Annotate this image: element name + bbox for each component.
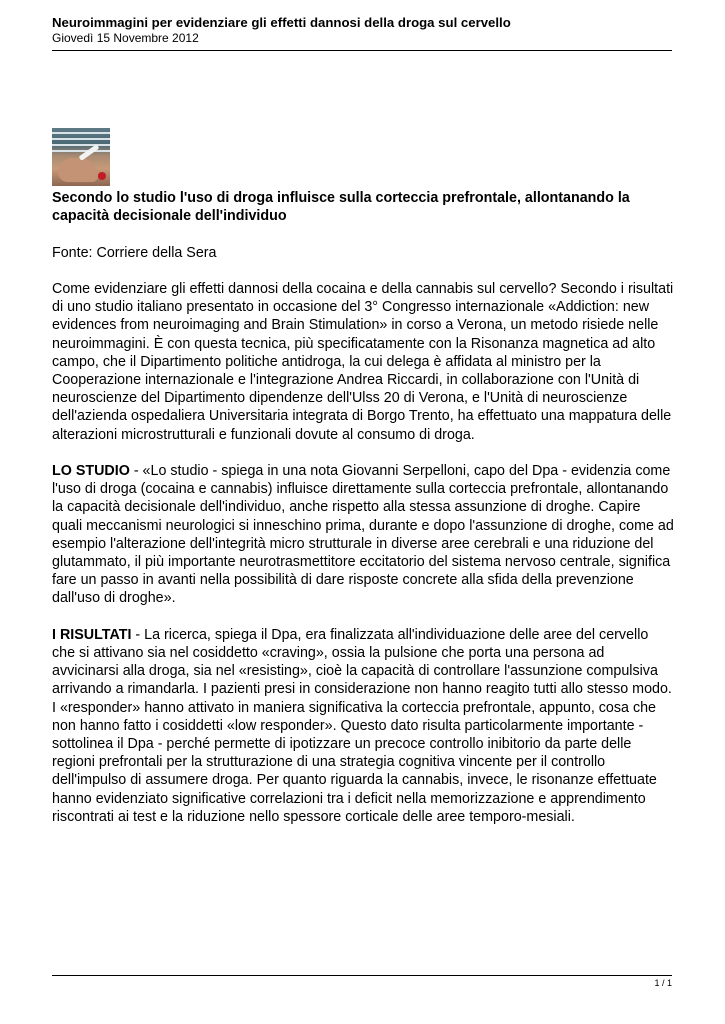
article-photo xyxy=(52,128,110,186)
section-lead: LO STUDIO xyxy=(52,463,130,479)
article-source: Fonte: Corriere della Sera xyxy=(52,244,217,261)
section-text: - «Lo studio - spiega in una nota Giovanni Serpelloni, capo del Dpa - evidenzia come l'uso di droga (cocaina e cannabis) influisce direttamente sulla corteccia prefrontale, allontanando la capacità decisionale dell'individuo, anche rispetto alla stessa assunzione di droghe. Capire quali meccanismi neurologici si inneschino prima, durante e dopo l'assunzione di droghe, come ad esempio l'alterazione dell'integrità micro strutturale in diverse aree cerebrali e una riduzione del glutammato, il più importante neurotrasmettitore eccitatorio del sistema nervoso centrale, significa fare un passo in avanti nella possibilità di dare risposte concrete alla sfida della prevenzione dall'uso di droghe». xyxy=(52,463,674,607)
footer-divider xyxy=(52,975,672,976)
section-i-risultati xyxy=(52,626,674,826)
section-text: - La ricerca, spiega il Dpa, era finalizzata all'individuazione delle aree del cervello che si attivano sia nel cosiddetto «craving», ossia la pulsione che porta una persona ad avvicinarsi alla droga, sia nel «resisting», cioè la capacità di controllare l'assunzione compulsiva arrivando a rimandarla. I pazienti presi in considerazione non hanno reagito tutti allo stesso modo. I «responder» hanno attivato in maniera significativa la corteccia prefrontale, appunto, cosa che non hanno fatto i cosiddetti «low responder». Questo dato risulta particolarmente importante - sottolinea il Dpa - perché permette di ipotizzare un precoce controllo inibitorio da parte delle regioni prefrontali per la strutturazione di una strategia cognitiva vincente per il controllo dell'impulso di assumere droga. Per quanto riguarda la cannabis, invece, le risonanze effettuate hanno evidenziato significative correlazioni tra i deficit nella memorizzazione e apprendimento riscontrati ai test e la riduzione nello spessore corticale delle aree temporo-mesiali. xyxy=(52,626,672,825)
document-date: Giovedì 15 Novembre 2012 xyxy=(52,31,199,45)
article-body xyxy=(52,189,674,844)
document-title: Neuroimmagini per evidenziare gli effetti dannosi della droga sul cervello xyxy=(52,15,511,30)
section-lo-studio xyxy=(52,462,674,608)
page-number: 1 / 1 xyxy=(654,978,672,988)
article-intro: Come evidenziare gli effetti dannosi della cocaina e della cannabis sul cervello? Secondo i risultati di uno studio italiano presentato in occasione del 3° Congresso internazionale «Addiction: new evidences from neuroimaging and Brain Stimulation» in corso a Verona, un metodo risiede nelle neuroimmagini. È con questa tecnica, più specificatamente con la Risonanza magnetica ad alto campo, che il Dipartimento politiche antidroga, la cui delega è affidata al ministro per la Cooperazione internazionale e l'integrazione Andrea Riccardi, in collaborazione con l'Unità di neuroscienze del Dipartimento dipendenze dell'Ulss 20 di Verona, e l'Unità di neuroscienze dell'azienda ospedaliera Universitaria integrata di Borgo Trento, ha effettuato una mappatura delle alterazioni microstrutturali e funzionali dovute al consumo di droga. xyxy=(52,280,674,443)
page-header xyxy=(52,14,672,46)
section-lead: I RISULTATI xyxy=(52,626,132,643)
header-divider xyxy=(52,50,672,51)
article-subtitle: Secondo lo studio l'uso di droga influisce sulla corteccia prefrontale, allontanando la capacità decisionale dell'individuo xyxy=(52,190,630,225)
